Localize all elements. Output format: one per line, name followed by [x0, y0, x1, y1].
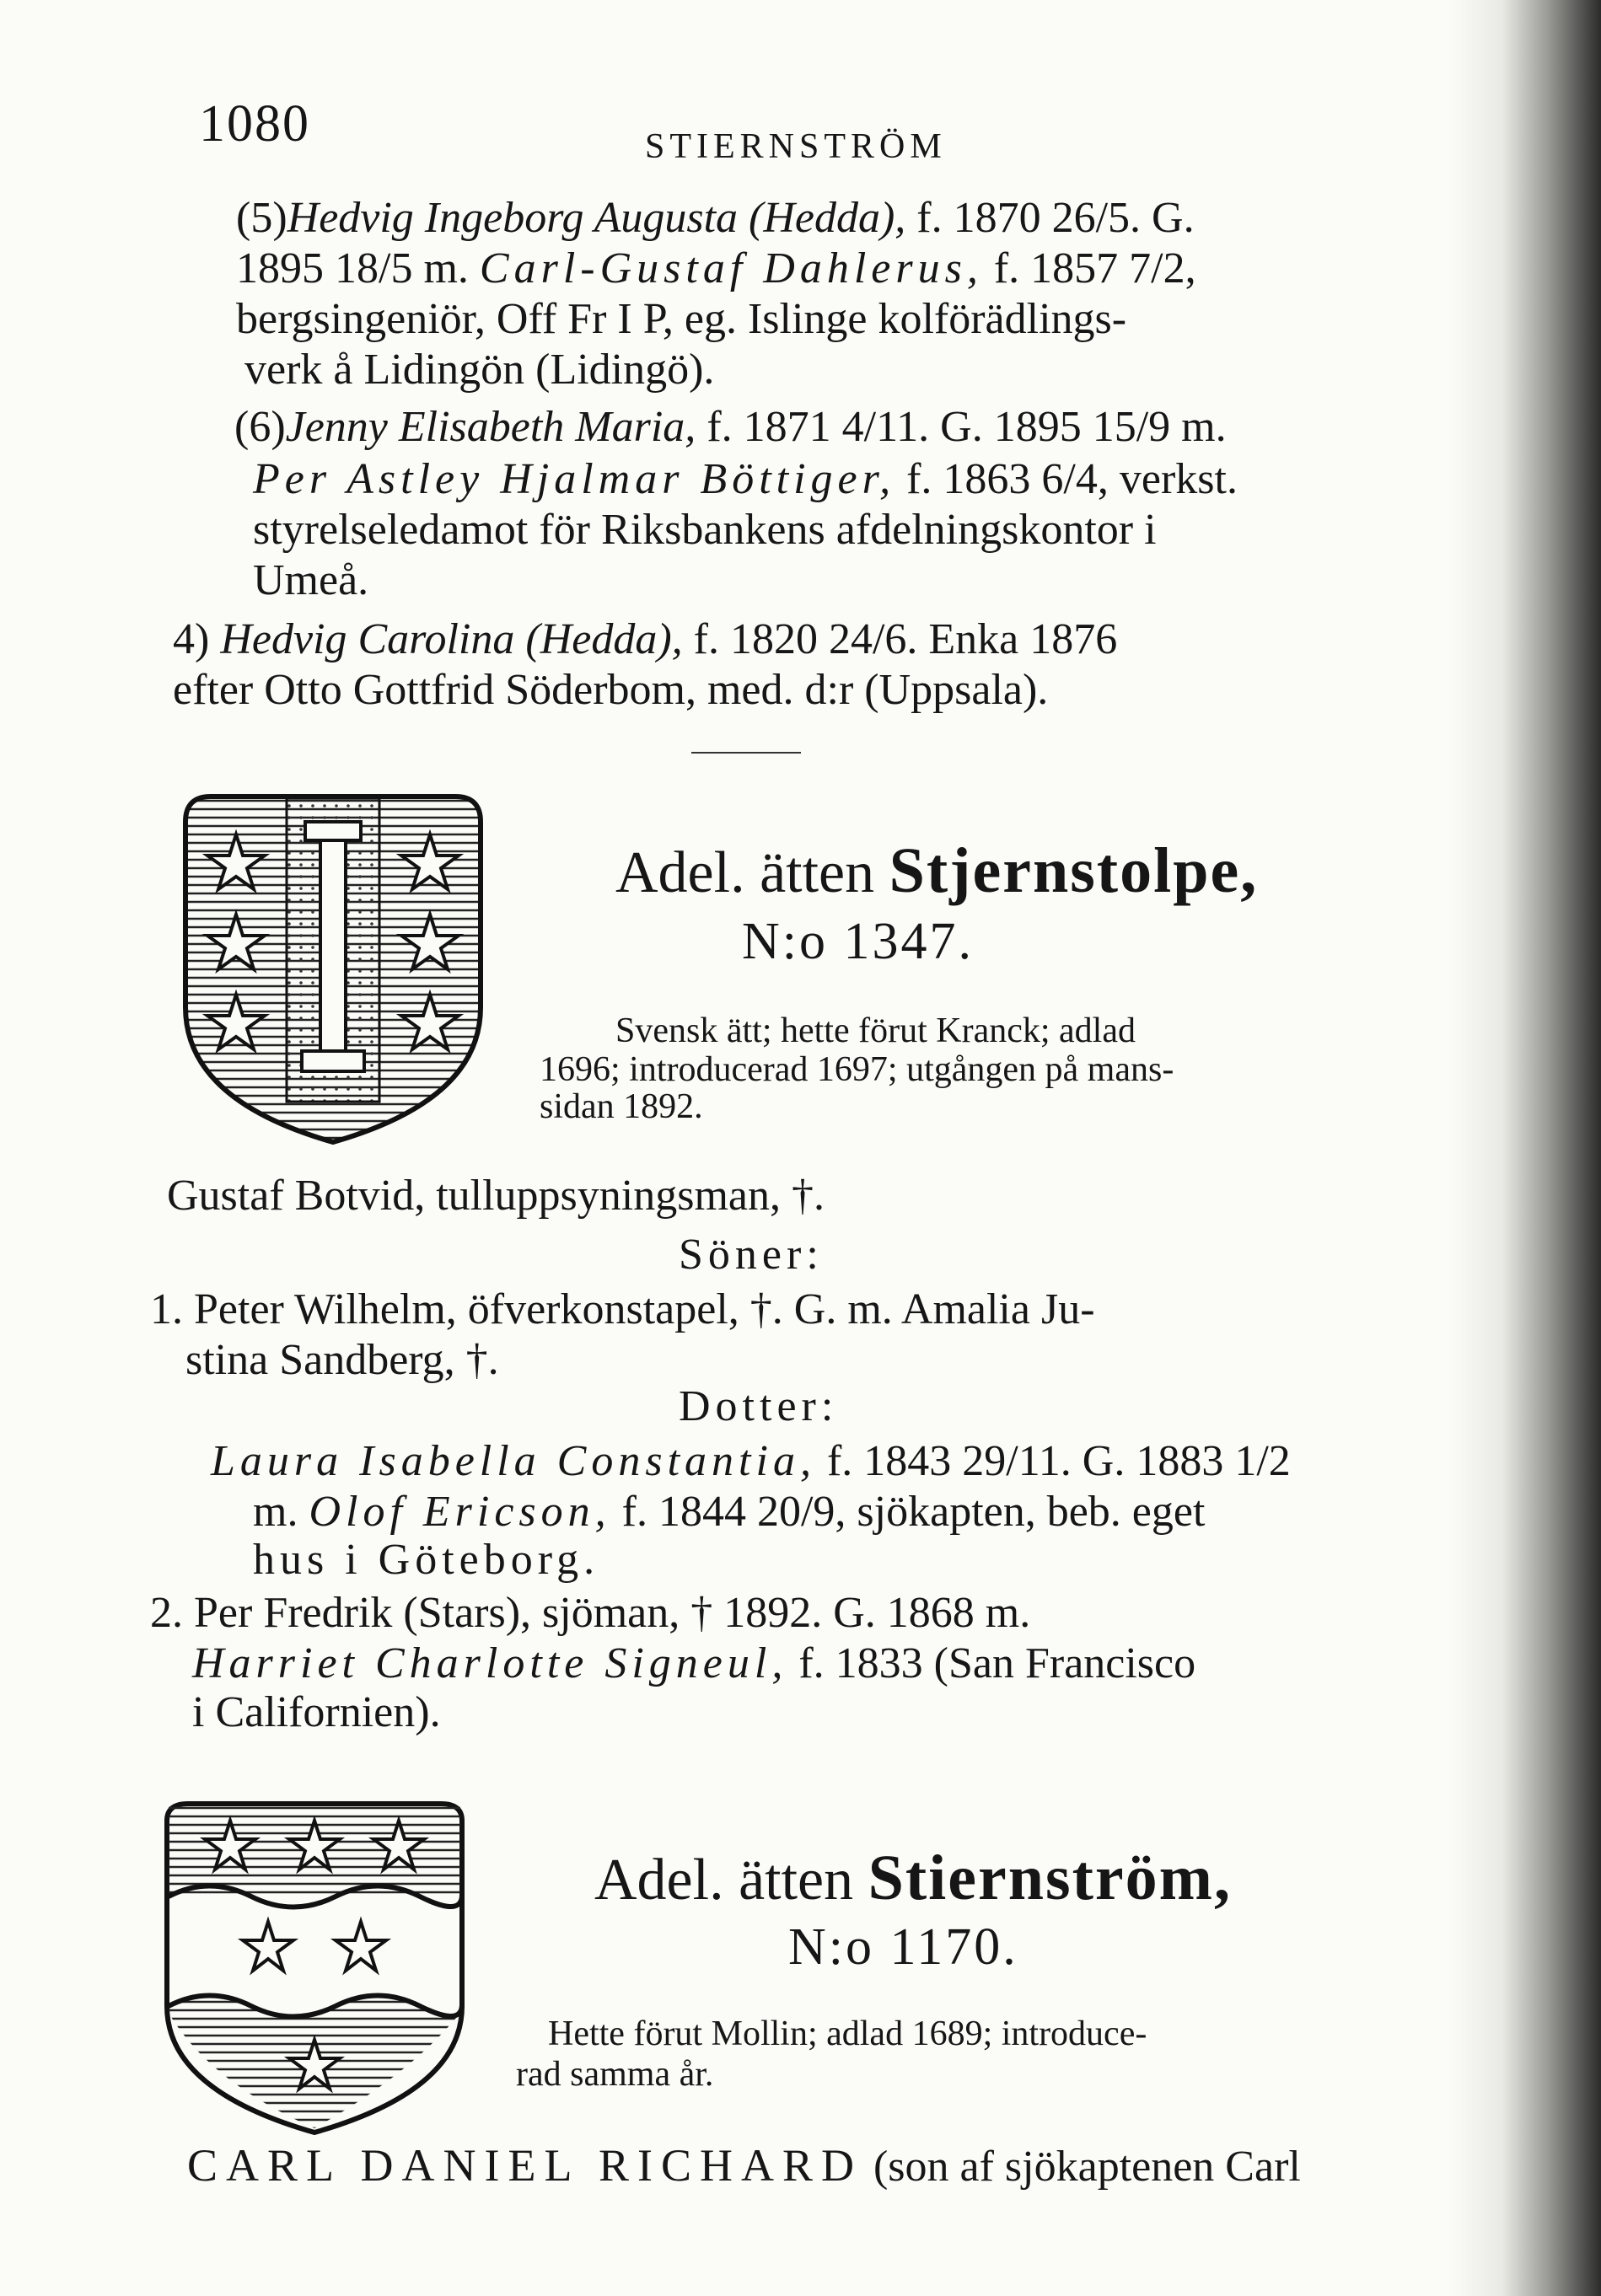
sons-label: Söner:: [679, 1231, 824, 1279]
daughter-line-2: m. Olof Ericson, f. 1844 20/9, sjökapten, beb. eget: [253, 1488, 1206, 1536]
daughter-line-1: Laura Isabella Constantia, f. 1843 29/11. G. 1883 1/2: [211, 1437, 1291, 1485]
entry-4-line-1: 4) Hedvig Carolina (Hedda), f. 1820 24/6. Enka 1876: [173, 615, 1118, 663]
entry-5-line-3: bergsingeniör, Off Fr I P, eg. Islinge kolförädlings-: [236, 295, 1127, 343]
entry-6-line-4: Umeå.: [253, 556, 369, 604]
stiernstrom-coat-of-arms: [158, 1795, 470, 2141]
stiernstrom-number: N:o 1170.: [788, 1918, 1018, 1976]
stjernstolpe-number: N:o 1347.: [742, 913, 974, 970]
son-2-line-2: Harriet Charlotte Signeul, f. 1833 (San Francisco: [192, 1639, 1196, 1687]
son-2-line-3: i Californien).: [192, 1688, 441, 1736]
page-number: 1080: [199, 95, 310, 153]
entry-5-line-2: 1895 18/5 m. Carl-Gustaf Dahlerus, f. 1857 7/2,: [236, 244, 1196, 292]
entry-4-line-2: efter Otto Gottfrid Söderbom, med. d:r (Uppsala).: [173, 666, 1049, 714]
section-divider: [691, 752, 801, 754]
son-2-line-1: 2. Per Fredrik (Stars), sjöman, † 1892. G. 1868 m.: [150, 1589, 1031, 1637]
entry-6-line-2: Per Astley Hjalmar Böttiger, f. 1863 6/4, verkst.: [253, 455, 1238, 503]
stiernstrom-heading: Adel. ätten Stiernström,: [594, 1843, 1232, 1913]
son-1-line-1: 1. Peter Wilhelm, öfverkonstapel, †. G. m. Amalia Ju-: [150, 1285, 1095, 1333]
stiernstrom-desc-2: rad samma år.: [516, 2055, 714, 2094]
stiernstrom-desc-1: Hette förut Mollin; adlad 1689; introduce-: [548, 2014, 1147, 2053]
stjernstolpe-coat-of-arms: [177, 788, 489, 1151]
entry-5-line-1: (5)Hedvig Ingeborg Augusta (Hedda), f. 1870 26/5. G.: [236, 194, 1195, 242]
stiernstrom-person-line: CARL DANIEL RICHARD (son af sjökaptenen Carl: [187, 2140, 1301, 2191]
stjernstolpe-heading: Adel. ätten Stjernstolpe,: [615, 835, 1259, 906]
stjernstolpe-desc-3: sidan 1892.: [540, 1087, 703, 1126]
daughter-line-3: hus i Göteborg.: [253, 1536, 600, 1584]
book-spine-shadow: [1449, 0, 1601, 2296]
running-title: STIERNSTRÖM: [645, 127, 947, 166]
stjernstolpe-desc-1: Svensk ätt; hette förut Kranck; adlad: [615, 1011, 1136, 1050]
daughter-label: Dotter:: [679, 1382, 839, 1430]
stjernstolpe-father: Gustaf Botvid, tulluppsyningsman, †.: [167, 1172, 825, 1220]
stjernstolpe-desc-2: 1696; introducerad 1697; utgången på mans-: [540, 1050, 1174, 1089]
entry-5-line-4: verk å Lidingön (Lidingö).: [244, 346, 715, 394]
entry-6-line-3: styrelseledamot för Riksbankens afdelningskontor i: [253, 506, 1157, 554]
entry-6-line-1: (6)Jenny Elisabeth Maria, f. 1871 4/11. G. 1895 15/9 m.: [234, 403, 1227, 451]
son-1-line-2: stina Sandberg, †.: [185, 1336, 499, 1384]
